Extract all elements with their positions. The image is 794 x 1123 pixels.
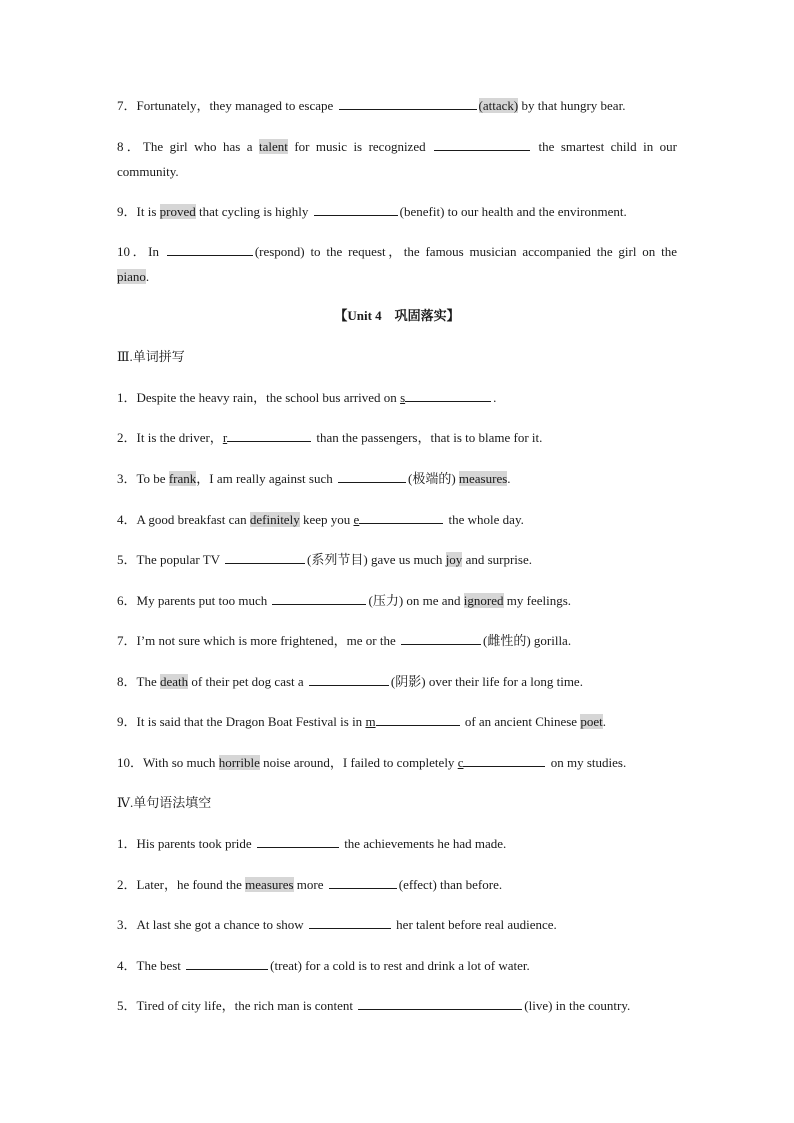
answer-blank[interactable]	[257, 835, 339, 848]
answer-blank[interactable]	[401, 632, 481, 645]
answer-blank[interactable]	[186, 957, 268, 970]
unit-heading: 【Unit 4 巩固落实】	[334, 308, 460, 323]
spelling-10: 10．With so much horrible noise around，I failed to completely c on my studies.	[117, 755, 627, 770]
answer-blank[interactable]	[167, 243, 253, 256]
spelling-3: 3．To be frank，I am really against such (极端的) measures.	[117, 471, 511, 486]
grammar-5: 5．Tired of city life，the rich man is content (live) in the country.	[117, 998, 631, 1013]
question-10: 10．In (respond) to the request，the famous musician accompanied the girl on the	[117, 244, 677, 259]
answer-blank[interactable]	[338, 470, 406, 483]
spelling-9: 9．It is said that the Dragon Boat Festival is in m of an ancient Chinese poet.	[117, 714, 606, 729]
spelling-2: 2．It is the driver，r than the passengers，that is to blame for it.	[117, 430, 543, 445]
answer-blank[interactable]	[405, 389, 491, 402]
answer-blank[interactable]	[309, 916, 391, 929]
section-4-title: Ⅳ.单句语法填空	[117, 795, 212, 810]
grammar-4: 4．The best (treat) for a cold is to rest and drink a lot of water.	[117, 958, 530, 973]
answer-blank[interactable]	[309, 673, 389, 686]
answer-blank[interactable]	[225, 551, 305, 564]
spelling-6: 6．My parents put too much (压力) on me and ignored my feelings.	[117, 593, 572, 608]
answer-blank[interactable]	[463, 754, 545, 767]
grammar-2: 2．Later，he found the measures more (effect) than before.	[117, 877, 503, 892]
answer-blank[interactable]	[358, 997, 522, 1010]
spelling-5: 5．The popular TV (系列节目) gave us much joy and surprise.	[117, 552, 532, 567]
question-7: 7．Fortunately，they managed to escape (attack) by that hungry bear.	[117, 98, 626, 113]
spelling-7: 7．I’m not sure which is more frightened，me or the (雌性的) gorilla.	[117, 633, 572, 648]
answer-blank[interactable]	[376, 713, 460, 726]
answer-blank[interactable]	[339, 97, 477, 110]
question-8-continuation: community.	[117, 164, 179, 179]
answer-blank[interactable]	[329, 876, 397, 889]
answer-blank[interactable]	[434, 138, 530, 151]
spelling-1: 1．Despite the heavy rain，the school bus arrived on s .	[117, 390, 497, 405]
answer-blank[interactable]	[272, 592, 366, 605]
question-9: 9．It is proved that cycling is highly (benefit) to our health and the environment.	[117, 204, 627, 219]
answer-blank[interactable]	[359, 511, 443, 524]
grammar-1: 1．His parents took pride the achievements he had made.	[117, 836, 507, 851]
spelling-4: 4．A good breakfast can definitely keep you e the whole day.	[117, 512, 524, 527]
answer-blank[interactable]	[314, 203, 398, 216]
question-10-continuation: piano.	[117, 269, 150, 284]
grammar-3: 3．At last she got a chance to show her talent before real audience.	[117, 917, 557, 932]
answer-blank[interactable]	[227, 429, 311, 442]
section-3-title: Ⅲ.单词拼写	[117, 349, 185, 364]
question-8: 8．The girl who has a talent for music is recognized the smartest child in our	[117, 139, 677, 154]
spelling-8: 8．The death of their pet dog cast a (阴影) over their life for a long time.	[117, 674, 583, 689]
